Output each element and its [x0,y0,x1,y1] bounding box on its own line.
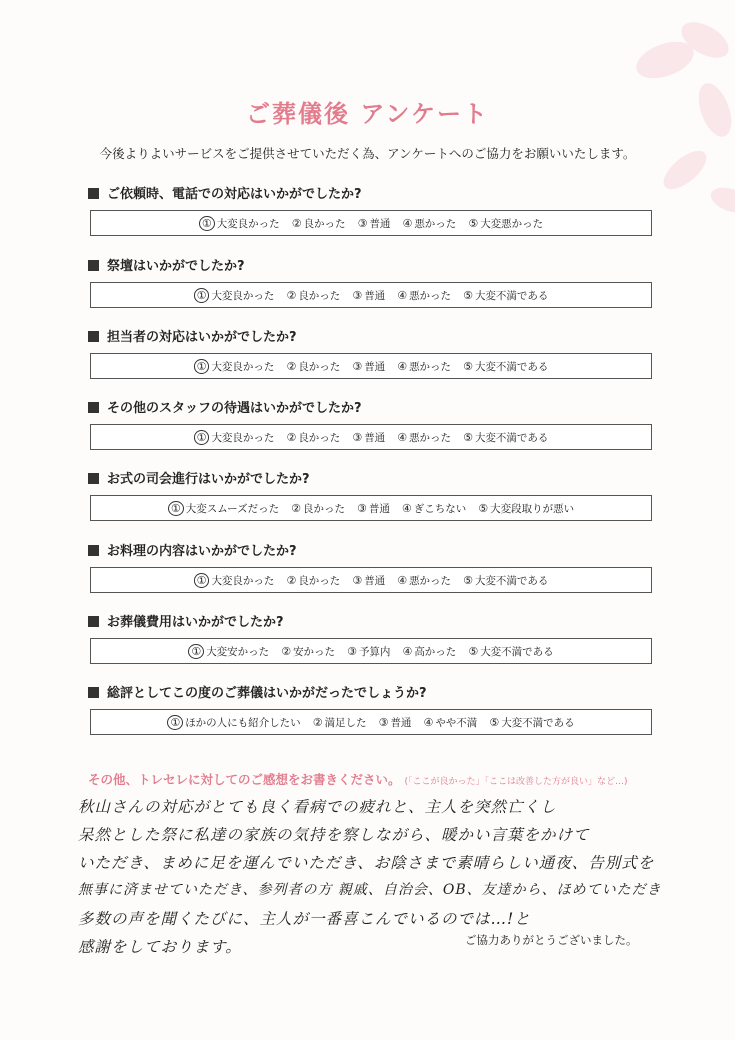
square-bullet-icon [88,331,99,342]
option-number: ⑤ [478,501,489,515]
option-number: ③ [352,573,363,587]
option-label: 普通 [364,431,386,444]
comment-heading-text: その他、トレセレに対してのご感想をお書きください。 [88,772,401,787]
comment-heading [88,770,658,788]
option-label: 予算内 [358,645,391,658]
option-number: ⑤ [489,715,500,729]
option-label: 悪かった [409,289,452,302]
option-label: 普通 [368,502,390,515]
option-label: 普通 [364,574,386,587]
question-text: 祭壇はいかがでしたか? [107,259,245,274]
option-number: ② [291,501,302,515]
option-number: ⑤ [468,644,479,658]
answer-option-5[interactable] [463,359,548,374]
option-label: ほかの人にも紹介したい [185,716,301,729]
option-label: 良かった [298,360,341,373]
option-number: ① [167,715,183,730]
comment-line-5: 多数の声を聞くたびに、主人が一番喜こんでいるのでは…!と [78,910,531,928]
square-bullet-icon [88,545,99,556]
question-8 [88,685,654,735]
option-number: ② [286,573,297,587]
answer-option-2[interactable] [281,644,335,659]
answer-option-1[interactable] [194,359,275,374]
option-number: ① [168,501,184,516]
option-label: 安かった [293,645,336,658]
option-number: ④ [397,288,408,302]
question-label [88,471,654,489]
option-label: 大変良かった [211,289,275,302]
option-number: ② [286,288,297,302]
answer-option-4[interactable] [402,216,456,231]
answer-option-2[interactable] [286,573,340,588]
option-number: ③ [352,288,363,302]
option-label: 普通 [369,217,391,230]
option-number: ③ [347,644,357,658]
answer-option-4[interactable] [402,501,466,516]
answer-option-4[interactable] [402,644,456,659]
option-number: ① [194,359,210,374]
option-number: ⑤ [463,359,473,373]
option-label: 大変良かった [216,217,280,230]
answer-option-4[interactable] [397,430,451,445]
answer-options [90,424,652,450]
option-number: ② [286,359,297,373]
option-number: ③ [352,430,363,444]
option-number: ① [194,430,210,445]
question-text: 総評としてこの度のご葬儀はいかがだったでしょうか? [107,686,427,701]
option-label: 普通 [364,360,386,373]
option-number: ③ [357,501,367,515]
option-label: 大変不満である [474,360,549,373]
answer-options [90,210,652,236]
option-label: 悪かった [409,360,452,373]
option-number: ② [312,715,323,729]
answer-option-3[interactable] [357,501,390,516]
option-number: ④ [397,573,408,587]
option-number: ② [286,430,297,444]
option-number: ④ [423,715,434,729]
option-label: 大変良かった [211,431,275,444]
option-label: 大変不満である [501,716,575,729]
option-label: 大変悪かった [480,217,544,230]
answer-option-2[interactable] [286,359,340,374]
option-label: 良かった [303,502,346,515]
answer-option-2[interactable] [313,715,367,730]
option-number: ① [194,573,210,588]
option-label: 大変不満である [474,289,549,302]
answer-option-4[interactable] [397,359,451,374]
answer-option-5[interactable] [468,216,543,231]
answer-option-1[interactable] [167,715,300,730]
question-label [88,258,654,276]
question-label [88,400,654,418]
question-6 [88,543,654,593]
question-text: お料理の内容はいかがでしたか? [107,544,297,559]
answer-option-3[interactable] [352,573,385,588]
question-7 [88,614,654,664]
answer-option-2[interactable] [292,216,346,231]
answer-option-1[interactable] [168,501,279,516]
answer-options [90,353,652,379]
answer-option-2[interactable] [286,288,340,303]
answer-option-5[interactable] [463,430,548,445]
comment-line-3: いただき、まめに足を運んでいただき、お陰さまで素晴らしい通夜、告別式を [78,854,655,872]
question-text: ご依頼時、電話での対応はいかがでしたか? [107,187,362,202]
square-bullet-icon [88,260,99,271]
option-label: 良かった [298,431,341,444]
question-2 [88,258,654,308]
question-label [88,614,654,632]
square-bullet-icon [88,687,99,698]
answer-option-5[interactable] [489,715,574,730]
answer-option-1[interactable] [199,216,280,231]
answer-option-1[interactable] [194,573,275,588]
answer-option-3[interactable] [352,430,385,445]
answer-options [90,495,652,521]
option-number: ④ [397,359,408,373]
answer-option-3[interactable] [358,216,391,231]
question-1 [88,186,654,236]
answer-options [90,282,652,308]
comment-line-2: 呆然とした祭に私達の家族の気持を察しながら、暖かい言葉をかけて [78,826,590,844]
option-label: 普通 [390,716,412,729]
option-number: ④ [397,430,408,444]
option-label: 大変安かった [206,645,270,658]
question-5 [88,471,654,521]
option-label: 良かった [298,574,341,587]
option-number: ③ [352,359,363,373]
answer-option-3[interactable] [352,288,385,303]
option-number: ③ [378,715,389,729]
option-number: ④ [402,216,413,230]
page-title: ご葬儀後 アンケート [246,100,489,128]
option-label: 悪かった [409,574,452,587]
option-label: 悪かった [409,431,452,444]
answer-option-1[interactable] [188,644,269,659]
option-number: ④ [402,644,413,658]
question-3 [88,329,654,379]
option-number: ③ [357,216,368,230]
option-label: 大変良かった [211,360,275,373]
option-label: 悪かった [414,217,457,230]
option-number: ⑤ [463,430,473,444]
comment-hint: (「ここが良かった」「ここは改善した方が良い」など…) [404,777,628,787]
option-label: 満足した [324,716,367,729]
option-number: ④ [401,501,412,515]
option-label: 良かった [303,217,346,230]
question-text: その他のスタッフの待遇はいかがでしたか? [107,401,362,416]
option-number: ② [291,216,302,230]
question-text: お式の司会進行はいかがでしたか? [107,472,310,487]
answer-options [90,567,652,593]
option-label: 大変スムーズだった [185,502,280,515]
answer-option-4[interactable] [397,573,451,588]
option-label: 大変段取りが悪い [490,502,575,515]
option-number: ⑤ [463,573,473,587]
answer-option-2[interactable] [291,501,345,516]
answer-option-5[interactable] [463,573,548,588]
answer-options [90,709,652,735]
comment-line-6: 感謝をしております。 [78,938,242,956]
answer-option-1[interactable] [194,288,275,303]
question-label [88,685,654,703]
answer-option-5[interactable] [478,501,574,516]
option-number: ⑤ [468,216,479,230]
answer-option-4[interactable] [423,715,477,730]
square-bullet-icon [88,188,99,199]
answer-option-1[interactable] [194,430,275,445]
comment-line-1: 秋山さんの対応がとても良く看病での疲れと、主人を突然亡くし [78,798,557,816]
comment-line-4: 無事に済ませていただき、参列者の方 親戚、自治会、OB、友達から、ほめていただき [78,882,662,898]
answer-option-3[interactable] [352,359,385,374]
answer-option-2[interactable] [286,430,340,445]
option-label: やや不満 [435,716,478,729]
question-text: お葬儀費用はいかがでしたか? [107,615,284,630]
answer-option-5[interactable] [468,644,553,659]
square-bullet-icon [88,616,99,627]
answer-option-4[interactable] [397,288,451,303]
answer-option-3[interactable] [347,644,390,659]
thanks-text: ご協力ありがとうございました。 [465,933,638,947]
square-bullet-icon [88,473,99,484]
option-label: 普通 [364,289,386,302]
option-label: 大変不満である [474,574,549,587]
question-text: 担当者の対応はいかがでしたか? [107,330,297,345]
question-label [88,329,654,347]
option-number: ⑤ [463,288,473,302]
option-label: 高かった [414,645,457,658]
option-number: ① [199,216,215,231]
answer-options [90,638,652,664]
option-label: 良かった [298,289,341,302]
option-label: 大変不満である [480,645,554,658]
answer-option-5[interactable] [463,288,548,303]
option-label: 大変不満である [474,431,549,444]
option-number: ② [281,644,292,658]
option-label: ぎこちない [413,502,467,515]
option-number: ① [188,644,204,659]
square-bullet-icon [88,402,99,413]
answer-option-3[interactable] [379,715,412,730]
question-4 [88,400,654,450]
question-label [88,543,654,561]
option-label: 大変良かった [211,574,275,587]
question-label [88,186,654,204]
option-number: ① [194,288,210,303]
intro-text: 今後よりよいサービスをご提供させていただく為、アンケートへのご協力をお願いいたします。 [99,146,636,161]
